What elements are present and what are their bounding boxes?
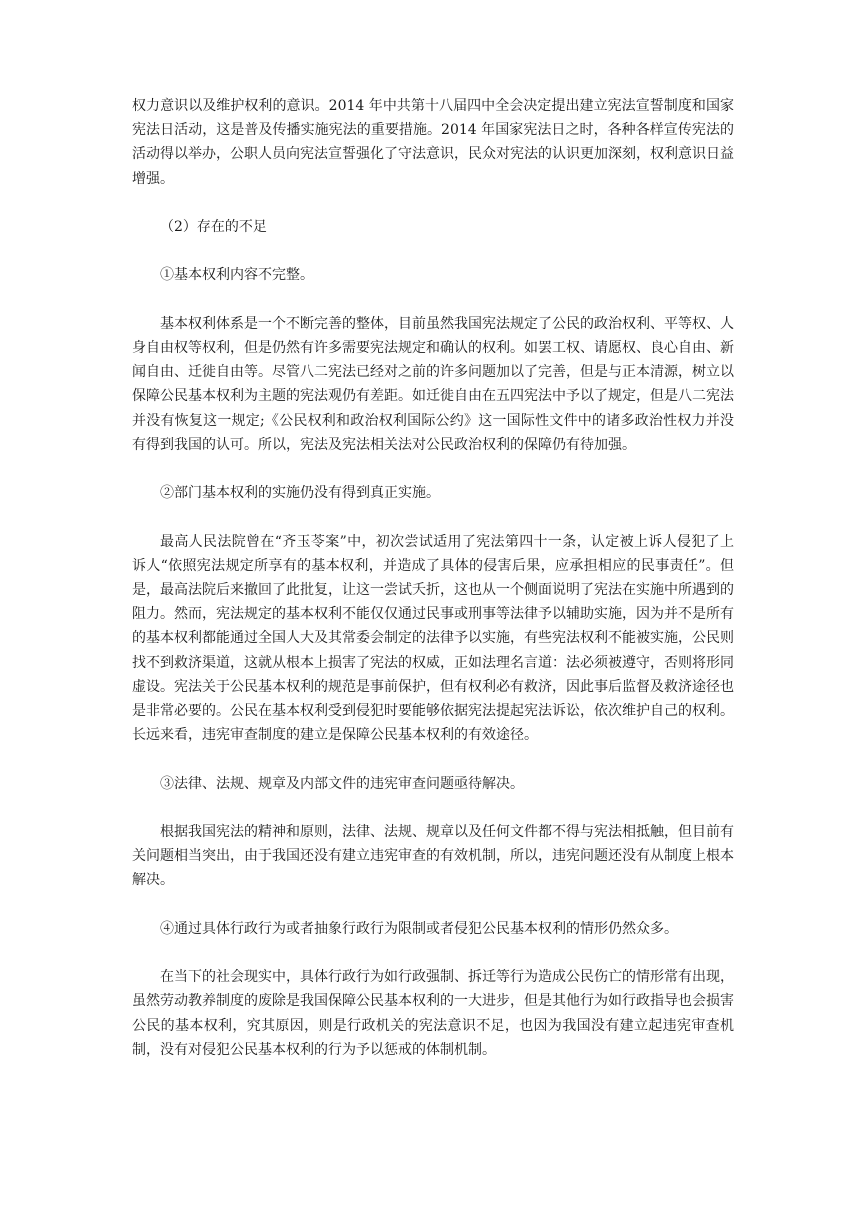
document-page: [132, 94, 734, 1086]
subheading-1: ①基本权利内容不完整。: [160, 267, 314, 284]
subheading-4: ④通过具体行政行为或者抽象行政行为限制或者侵犯公民基本权利的情形仍然众多。: [160, 920, 678, 937]
section-heading-shortcomings: （2）存在的不足: [160, 219, 267, 235]
body-paragraph-4: 在当下的社会现实中，具体行政行为如行政强制、拆迁等行为造成公民伤亡的情形常有出现，虽然劳动教养制度的废除是我国保障公民基本权利的一大进步，但是其他行为如行政指导也会损害公民的基本权利，究其原因，则是行政机关的宪法意识不足，也因为我国没有建立起违宪审查机制，没有对侵犯公民基本权利的行为予以惩戒的体制机制。: [132, 969, 734, 1058]
paragraph-continuation: 权力意识以及维护权利的意识。2014 年中共第十八届四中全会决定提出建立宪法宣誓制度和国家宪法日活动，这是普及传播实施宪法的重要措施。2014 年国家宪法日之时，各种各样宣传宪法的活动得以举办，公职人员向宪法宣誓强化了守法意识，民众对宪法的认识更加深刻，权利意识日益增强。: [132, 98, 734, 187]
body-paragraph-2: 最高人民法院曾在“齐玉苓案”中，初次尝试适用了宪法第四十一条，认定被上诉人侵犯了上诉人“依照宪法规定所享有的基本权利，并造成了具体的侵害后果，应承担相应的民事责任”。但是，最高法院后来撤回了此批复，让这一尝试夭折，这也从一个侧面说明了宪法在实施中所遇到的阻力。然而，宪法规定的基本权利不能仅仅通过民事或刑事等法律予以辅助实施，因为并不是所有的基本权利都能通过全国人大及其常委会制定的法律予以实施，有些宪法权利不能被实施，公民则找不到救济渠道，这就从根本上损害了宪法的权威，正如法理名言道：法必须被遵守，否则将形同虚设。宪法关于公民基本权利的规范是事前保护，但有权利必有救济，因此事后监督及救济途径也是非常必要的。公民在基本权利受到侵犯时要能够依据宪法提起宪法诉讼，依次维护自己的权利。长远来看，违宪审查制度的建立是保障公民基本权利的有效途径。: [132, 533, 734, 744]
body-paragraph-1: 基本权利体系是一个不断完善的整体，目前虽然我国宪法规定了公民的政治权利、平等权、人身自由权等权利，但是仍然有许多需要宪法规定和确认的权利。如罢工权、请愿权、良心自由、新闻自由、迁徙自由等。尽管八二宪法已经对之前的许多问题加以了完善，但是与正本清源，树立以保障公民基本权利为主题的宪法观仍有差距。如迁徙自由在五四宪法中予以了规定，但是八二宪法并没有恢复这一规定;《公民权利和政治权利国际公约》这一国际性文件中的诸多政治性权力并没有得到我国的认可。所以，宪法及宪法相关法对公民政治权利的保障仍有待加强。: [132, 315, 734, 453]
body-paragraph-3: 根据我国宪法的精神和原则，法律、法规、规章以及任何文件都不得与宪法相抵触，但目前有关问题相当突出，由于我国还没有建立违宪审查的有效机制，所以，违宪问题还没有从制度上根本解决。: [132, 823, 734, 889]
subheading-2: ②部门基本权利的实施仍没有得到真正实施。: [160, 485, 440, 502]
subheading-3: ③法律、法规、规章及内部文件的违宪审查问题亟待解决。: [160, 775, 524, 792]
